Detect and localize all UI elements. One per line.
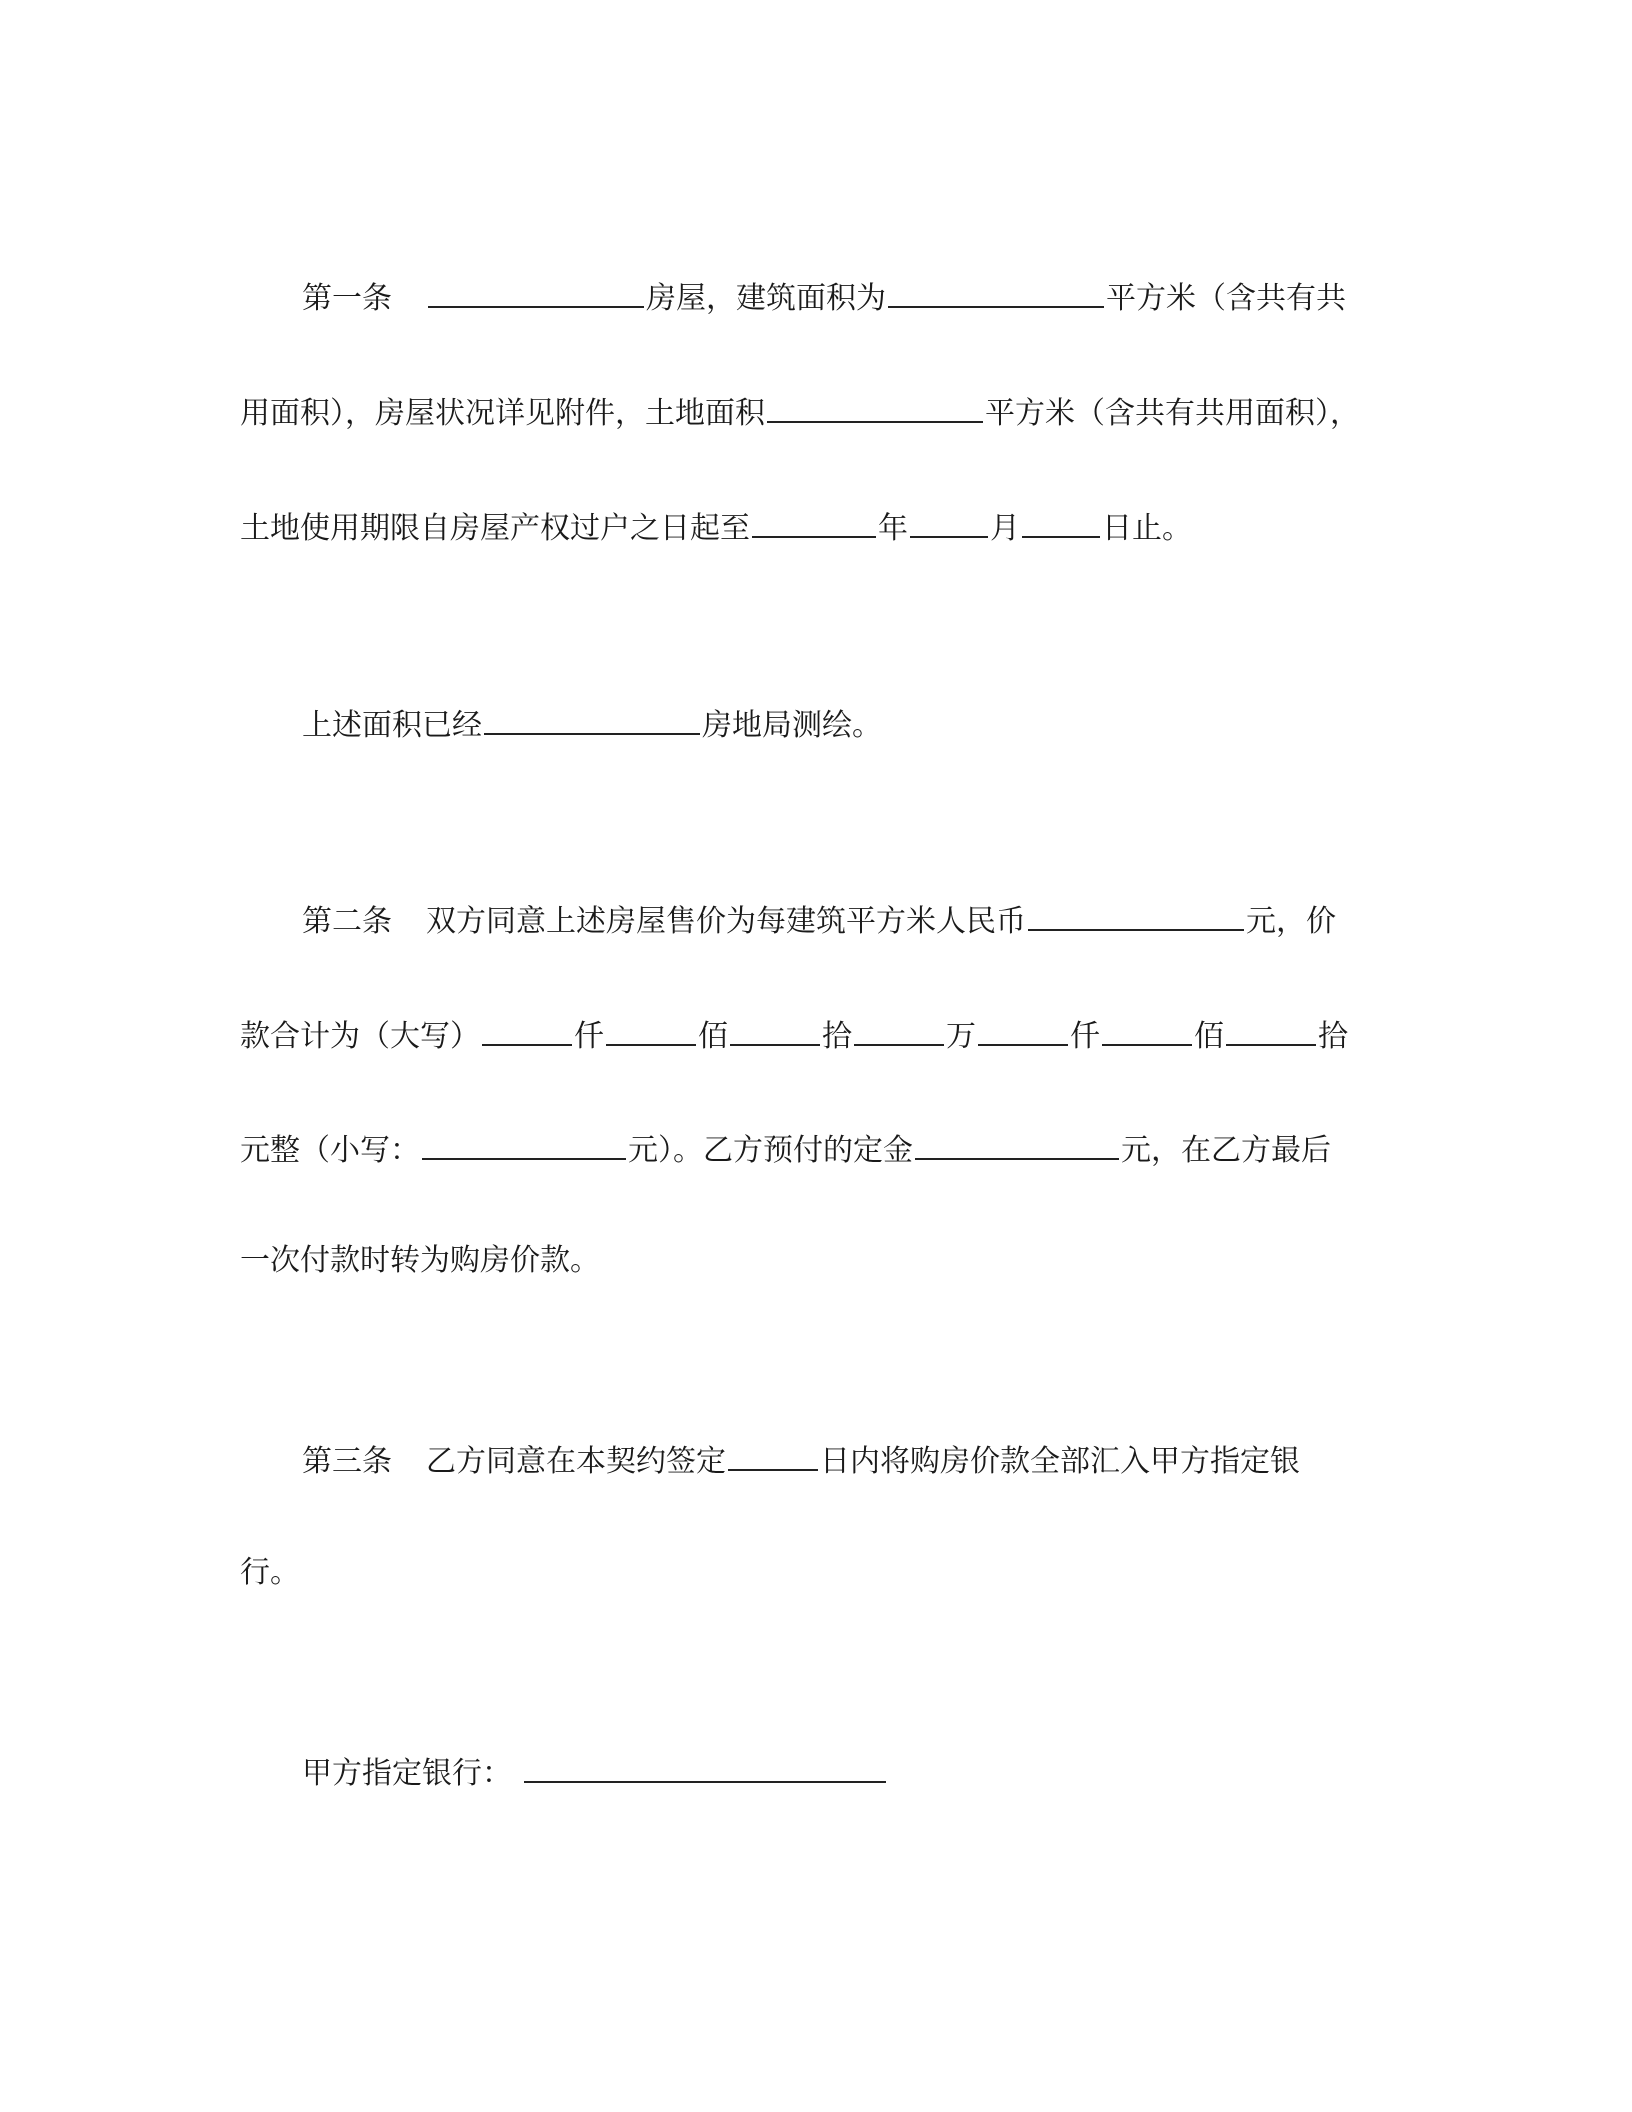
article2-line1 xyxy=(302,893,1336,943)
article1-line3-text1: 土地使用期限自房屋产权过户之日起至 xyxy=(240,511,750,546)
unit-label-2: 佰 xyxy=(698,1019,728,1054)
amount-blank-4[interactable] xyxy=(854,1008,944,1046)
bank-line xyxy=(302,1745,888,1795)
article2-line4 xyxy=(240,1236,600,1286)
unit-label-1: 仟 xyxy=(574,1019,604,1054)
month-label: 月 xyxy=(990,511,1020,546)
amount-blank-6[interactable] xyxy=(1102,1008,1192,1046)
unit-price-blank[interactable] xyxy=(1028,893,1244,931)
article3-line1-text2: 日内将购房价款全部汇入甲方指定银 xyxy=(820,1444,1300,1479)
unit-label-4: 万 xyxy=(946,1019,976,1054)
land-area-blank[interactable] xyxy=(767,385,983,423)
day-blank[interactable] xyxy=(1022,500,1100,538)
year-label: 年 xyxy=(878,511,908,546)
article1-line2-text1: 用面积），房屋状况详见附件，土地面积 xyxy=(240,396,765,431)
building-area-blank[interactable] xyxy=(888,270,1104,308)
month-blank[interactable] xyxy=(910,500,988,538)
article3-line2 xyxy=(240,1548,300,1598)
article2-line3 xyxy=(240,1122,1331,1172)
amount-blank-5[interactable] xyxy=(978,1008,1068,1046)
survey-bureau-blank[interactable] xyxy=(484,697,700,735)
article1-line1-text1: 房屋，建筑面积为 xyxy=(646,281,886,316)
unit-label-5: 仟 xyxy=(1070,1019,1100,1054)
article2-line1-text1: 双方同意上述房屋售价为每建筑平方米人民币 xyxy=(426,904,1026,939)
unit-label-3: 拾 xyxy=(822,1019,852,1054)
article1-line1 xyxy=(302,270,1346,320)
amount-blank-2[interactable] xyxy=(606,1008,696,1046)
article1-line3 xyxy=(240,500,1192,550)
unit-label-6: 佰 xyxy=(1194,1019,1224,1054)
article1-line2-text2: 平方米（含共有共用面积）， xyxy=(985,396,1360,431)
survey-line xyxy=(302,697,882,747)
deposit-blank[interactable] xyxy=(915,1122,1119,1160)
article2-line3-text2: 元）。乙方预付的定金 xyxy=(628,1133,913,1168)
article2-line2-text1: 款合计为（大写） xyxy=(240,1019,480,1054)
article1-line2 xyxy=(240,385,1360,435)
article2-line3-text1: 元整（小写： xyxy=(240,1133,420,1168)
amount-blank-3[interactable] xyxy=(730,1008,820,1046)
payment-days-blank[interactable] xyxy=(728,1433,818,1471)
article3-line1-text1: 乙方同意在本契约签定 xyxy=(426,1444,726,1479)
article1-line1-text2: 平方米（含共有共 xyxy=(1106,281,1346,316)
article3-label: 第三条 xyxy=(302,1444,392,1479)
survey-text1: 上述面积已经 xyxy=(302,708,482,743)
amount-blank-1[interactable] xyxy=(482,1008,572,1046)
bank-label: 甲方指定银行： xyxy=(302,1756,512,1791)
amount-blank-7[interactable] xyxy=(1226,1008,1316,1046)
amount-figures-blank[interactable] xyxy=(422,1122,626,1160)
house-location-blank[interactable] xyxy=(428,270,644,308)
article3-line1 xyxy=(302,1433,1300,1483)
year-blank[interactable] xyxy=(752,500,876,538)
article2-label: 第二条 xyxy=(302,904,392,939)
unit-label-7: 拾 xyxy=(1318,1019,1348,1054)
day-label: 日止。 xyxy=(1102,511,1192,546)
article2-line1-text2: 元，价 xyxy=(1246,904,1336,939)
article3-line2-text1: 行。 xyxy=(240,1555,300,1590)
article2-line2 xyxy=(240,1008,1348,1058)
article2-line4-text1: 一次付款时转为购房价款。 xyxy=(240,1243,600,1278)
survey-text2: 房地局测绘。 xyxy=(702,708,882,743)
designated-bank-blank[interactable] xyxy=(524,1745,886,1783)
article2-line3-text3: 元，在乙方最后 xyxy=(1121,1133,1331,1168)
article1-label: 第一条 xyxy=(302,281,392,316)
